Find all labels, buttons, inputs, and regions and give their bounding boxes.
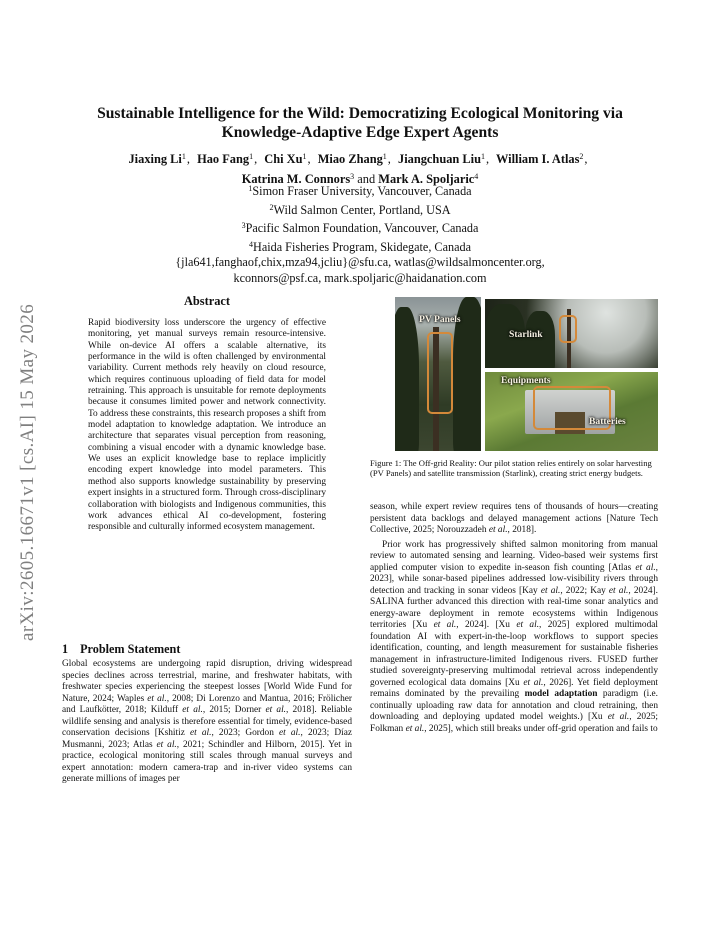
section-heading <box>62 642 180 657</box>
affil-text: Wild Salmon Center, Portland, USA <box>273 202 451 217</box>
author-name: Jiaxing Li <box>128 152 182 166</box>
section-title: Problem Statement <box>80 642 181 656</box>
paper-title <box>60 104 660 142</box>
starlink-label: Starlink <box>509 329 543 340</box>
abstract-heading: Abstract <box>183 294 231 308</box>
arxiv-stamp: arXiv:2605.16671v1 [cs.AI] 15 May 2026 <box>17 303 38 641</box>
author-affil-mark: 2 <box>579 152 584 161</box>
author-name: Chi Xu <box>264 152 303 166</box>
left-column-body <box>62 659 352 786</box>
paragraph: season, while expert review requires tens of thousands of hours—creating persistent data backlogs and delayed management actions [Nature Tech Collective, 2025; Norouzzadeh et al., 2018]. <box>370 502 658 535</box>
equipment-photo <box>485 372 658 451</box>
email-line: {jla641,fanghaof,chix,mza94,jcliu}@sfu.ca, watlas@wildsalmoncenter.org, <box>175 255 545 270</box>
title-line-2: Knowledge-Adaptive Edge Expert Agents <box>221 124 499 141</box>
author-line-1: Jiaxing Li$^1$, Hao Fang$^1$, Chi Xu$^1$, Miao Zhang$^1$, Jiangchuan Liu$^1$, William I. Atlas$^2$, <box>128 152 588 166</box>
affiliation <box>80 237 640 256</box>
author-name: Hao Fang <box>197 152 250 166</box>
author-affil-mark: 1 <box>382 152 387 161</box>
affil-mark: 1 <box>248 184 253 193</box>
batteries-label: Batteries <box>589 416 626 427</box>
author-affil-mark: 4 <box>474 172 479 181</box>
affiliations <box>80 181 640 287</box>
figure-1-photo-collage <box>395 297 658 451</box>
author-name: Miao Zhang <box>317 152 383 166</box>
abstract-body: Rapid biodiversity loss underscore the urgency of effective monitoring, yet manual surveys remain resource-intensive. While on-device AI offers a scalable alternative, its performance in the wild is often challenged by environmental variability. Current methods rely heavily on cloud resource, which requires continuous uploading of field data for model retraining. This approach is unsuitable for remote deployments because it consumes limited power and network connectivity. To address these constraints, this research proposes a shift from model adaptation to knowledge adaptation. We introduce an architecture that separates visual perception from reasoning, combining a visual encoder with a dynamic knowledge base. We uses an explicit knowledge base to replace implicitly encoding expert knowledge into model parameters. This method also supports knowledge sustainability by preserving expert insights in a structured form. Through cross-disciplinary collaboration with biologists and Indigenous communities, this work advances ethical AI co-development, fostering responsible and culturally informed ecosystem management. <box>88 318 326 533</box>
starlink-photo <box>485 299 658 368</box>
author-affil-mark: 1 <box>181 152 186 161</box>
author-name: Jiangchuan Liu <box>398 152 481 166</box>
pv-panels-label: PV Panels <box>419 314 461 325</box>
right-column-body <box>370 502 658 735</box>
affil-text: Simon Fraser University, Vancouver, Canada <box>252 184 472 198</box>
author-affil-mark: 1 <box>249 152 254 161</box>
author-name: Katrina M. Connors <box>241 172 351 186</box>
affil-mark: 4 <box>249 239 254 249</box>
email-line: kconnors@psf.ca, mark.spoljaric@haidanation.com <box>233 270 487 285</box>
affiliation <box>80 218 640 237</box>
affil-mark: 3 <box>241 221 246 231</box>
pv-panels-photo <box>395 297 481 451</box>
author-affil-mark: 1 <box>481 152 485 161</box>
affil-text: Haida Fisheries Program, Skidegate, Canada <box>253 239 471 254</box>
author-name: William I. Atlas <box>495 152 580 166</box>
affiliation <box>80 181 640 200</box>
author-conjunction: and <box>357 172 376 186</box>
affil-mark: 2 <box>269 202 274 212</box>
affiliation <box>80 200 640 219</box>
title-line-1: Sustainable Intelligence for the Wild: Democratizing Ecological Monitoring via <box>97 105 623 122</box>
author-affil-mark: 1 <box>302 152 307 161</box>
section-number: 1 <box>62 642 69 656</box>
paragraph: Prior work has progressively shifted salmon monitoring from manual review to automated sensing and learning. Video-based weir systems first applied computer vision to expedite in-season fish counting [Atlas et al., 2023], while sonar-based pipelines addressed low-visibility rivers through detection and tracking in sonar videos [Kay et al., 2022; Kay et al., 2024]. SALINA further advanced this direction with real-time sonar analytics and energy-aware deployment in remote ecosystems within Indigenous territories [Xu et al., 2024]. [Xu et al., 2025] explored multimodal foundation AI with expert-in-the-loop workflows to support species identification, counting, and length measurement for sustainable fisheries management in infrastructure-limited Indigenous rivers. FUSED further studied sovereignty-preserving multimodal retrieval across independently governed ecological data domains [Xu et al., 2026]. Yet field deployment remains dominated by the prevailing model adaptation paradigm (i.e. continually uploading raw data for annotation and cloud retraining, then downloading and deploying updated model weights.) [Xu et al., 2025; Folkman et al., 2025], which still breaks under off-grid operation and fails to <box>370 539 659 734</box>
starlink-highlight <box>559 315 577 343</box>
paragraph: Global ecosystems are undergoing rapid disruption, driving widespread species declines across terrestrial, marine, and freshwater habitats, with freshwater species experiencing the steepest losses [World Wide Fund for Nature, 2024; Waples et al., 2008; Di Lorenzo and Mantua, 2016; Frölicher and Laufkötter, 2018; Kilduff et al., 2015; Dorner et al., 2018]. Reliable wildlife sensing and analysis is therefore essential for timely, evidence-based conservation decisions [Kshitiz et al., 2023; Gordon et al., 2023; Díaz Musmanni, 2023; Atlas et al., 2021; Schindler and Hilborn, 2015]. Yet in practice, ecological monitoring still scales through manual surveys and expert annotation: modern camera-trap and in-river video systems can generate millions of images per <box>62 659 353 784</box>
author-name: Mark A. Spoljaric <box>378 172 475 186</box>
author-affil-mark: 3 <box>350 172 355 181</box>
affil-text: Pacific Salmon Foundation, Vancouver, Canada <box>245 221 479 236</box>
equipments-label: Equipments <box>501 375 551 386</box>
figure-caption: Figure 1: The Off-grid Reality: Our pilot station relies entirely on solar harvesting (PV Panels) and satellite transmission (Starlink), creating strict energy budgets. <box>370 458 652 479</box>
pv-panel-highlight <box>427 332 453 414</box>
